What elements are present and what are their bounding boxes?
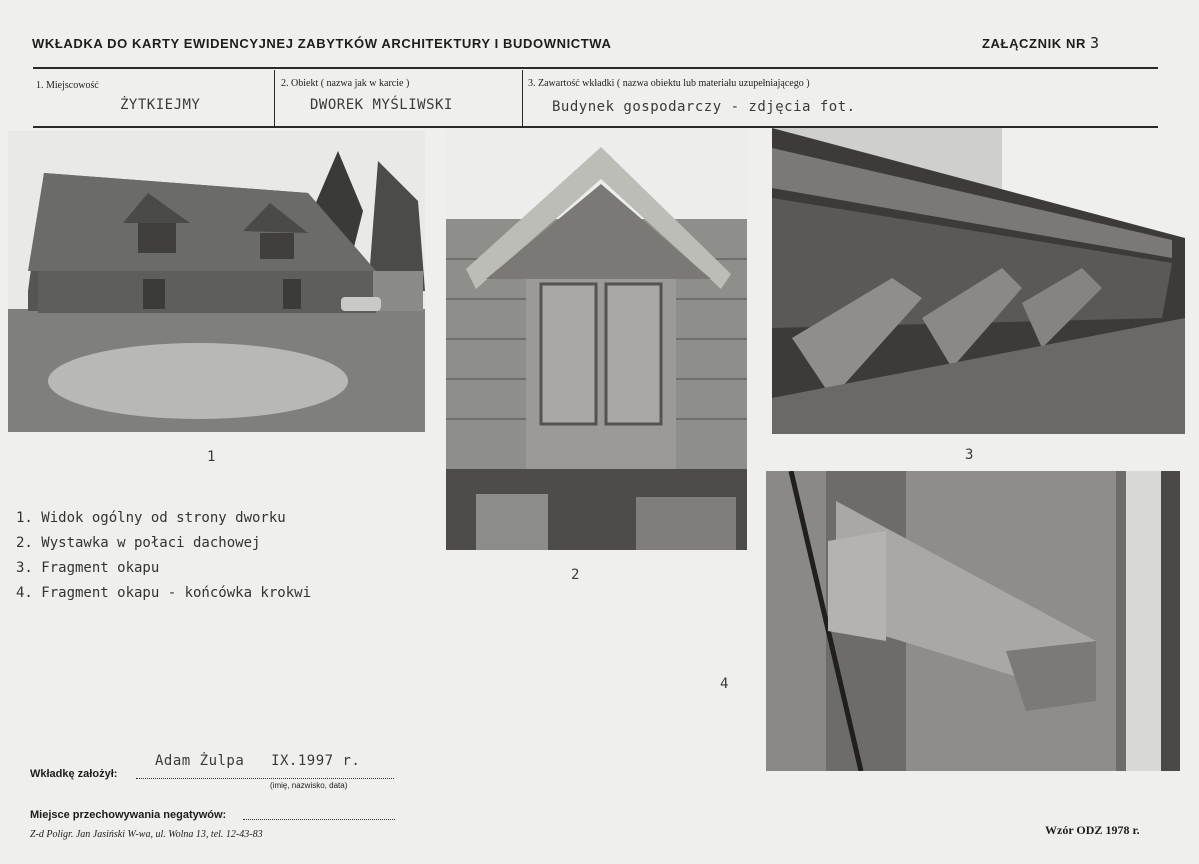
annex-label-text: ZAŁĄCZNIK NR	[982, 36, 1086, 51]
top-rule	[33, 67, 1158, 69]
field-label-contents: 3. Zawartość wkładki ( nazwa obiektu lub materiału uzupełniającego )	[528, 78, 810, 89]
photo-number-3: 3	[965, 447, 974, 463]
photo-2-dormer	[446, 129, 747, 550]
annex-label	[982, 34, 1100, 52]
caption-item: 3. Fragment okapu	[16, 560, 160, 576]
field-value-contents: Budynek gospodarczy - zdjęcia fot.	[552, 99, 856, 115]
photo-number-4: 4	[720, 676, 729, 692]
created-by-label: Wkładkę założył:	[30, 768, 118, 780]
field-label-object: 2. Obiekt ( nazwa jak w karcie )	[281, 78, 410, 89]
photo-4-rafter-end	[766, 471, 1180, 771]
caption-item: 1. Widok ogólny od strony dworku	[16, 510, 286, 526]
caption-item: 4. Fragment okapu - końcówka krokwi	[16, 585, 312, 601]
field-value-locality: ŻYTKIEJMY	[120, 97, 201, 113]
field-divider-1	[274, 70, 275, 126]
created-by-value: Adam Żulpa IX.1997 r.	[155, 753, 361, 769]
photo-1-general-view	[8, 131, 425, 432]
negatives-storage-dotline	[243, 818, 395, 820]
photo-number-2: 2	[571, 567, 580, 583]
field-divider-2	[522, 70, 523, 126]
field-label-locality: 1. Miejscowość	[36, 80, 99, 91]
field-value-object: DWOREK MYŚLIWSKI	[310, 97, 453, 113]
photo-captions	[16, 506, 311, 606]
negatives-storage-label: Miejsce przechowywania negatywów:	[30, 809, 227, 821]
printer-imprint: Z-d Poligr. Jan Jasiński W-wa, ul. Wolna 13, tel. 12-43-83	[30, 829, 263, 840]
form-title: WKŁADKA DO KARTY EWIDENCYJNEJ ZABYTKÓW ARCHITEKTURY I BUDOWNICTWA	[32, 36, 612, 51]
annex-number: 3	[1089, 34, 1100, 52]
photo-3-eaves-fragment	[772, 128, 1185, 434]
form-model: Wzór ODZ 1978 r.	[1045, 823, 1140, 837]
photo-number-1: 1	[207, 449, 216, 465]
created-by-dotline	[136, 777, 394, 779]
caption-item: 2. Wystawka w połaci dachowej	[16, 535, 261, 551]
created-by-hint: (imię, nazwisko, data)	[270, 781, 348, 790]
